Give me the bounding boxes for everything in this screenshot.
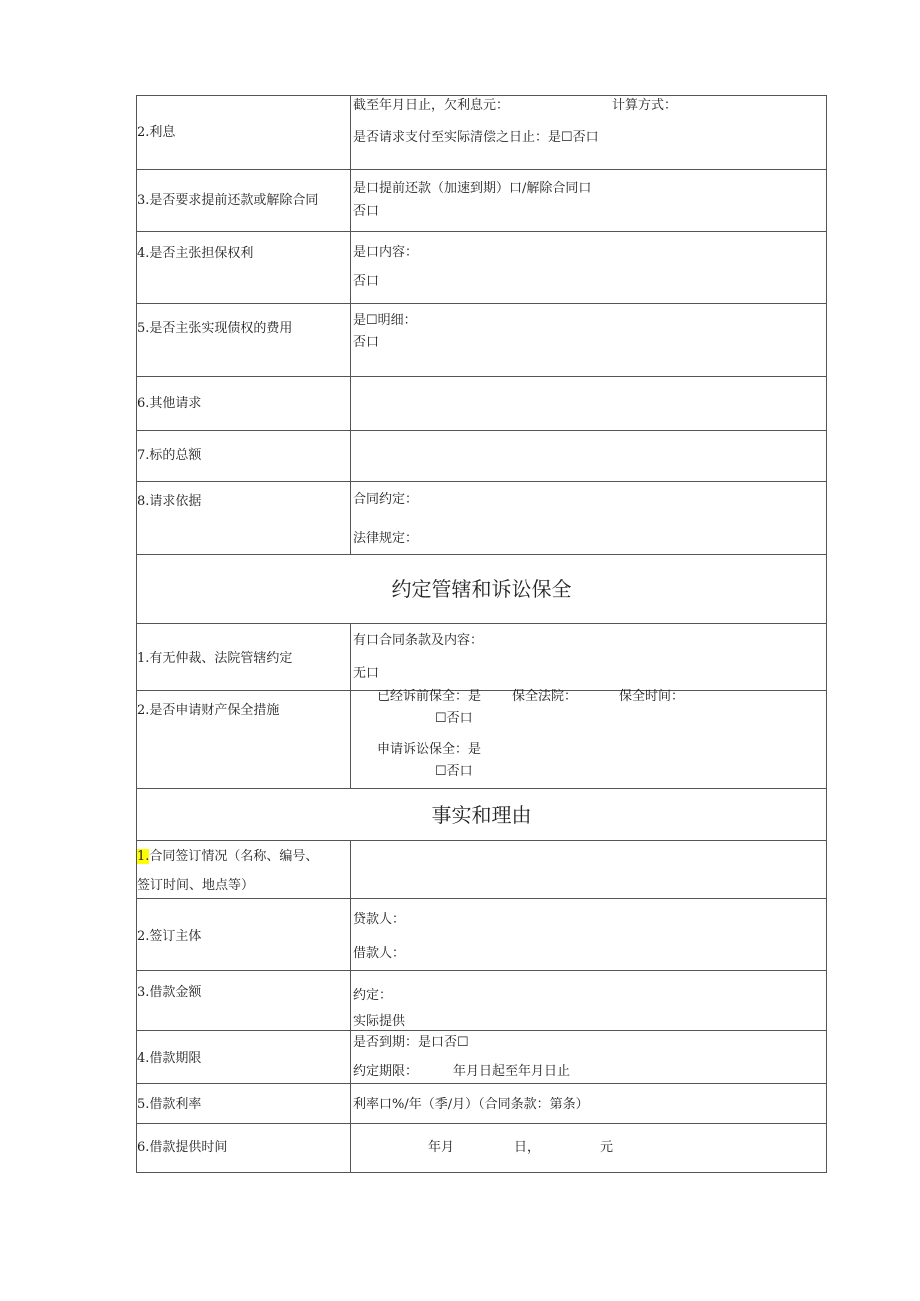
row-label-text: 合同签订情况（名称、编号、 <box>149 849 319 864</box>
row-label: 4.借款期限 <box>137 1051 202 1066</box>
row-arbitration <box>137 624 826 691</box>
calc-method-text: 计算方式： <box>612 98 678 113</box>
row-early-repayment <box>137 170 826 232</box>
row-property-preservation <box>137 691 826 789</box>
row-label: 2.利息 <box>137 125 176 140</box>
row-label-line2: 签订时间、地点等） <box>137 878 255 893</box>
interest-arrears-text: 截至年月日止，欠利息元： <box>353 98 510 113</box>
due-status-text: 是否到期：是口否☐ <box>353 1035 469 1050</box>
guarantee-no-text: 否口 <box>353 274 380 289</box>
row-request-basis <box>137 482 826 555</box>
section-title-jurisdiction: 约定管辖和诉讼保全 <box>137 555 826 624</box>
litigation-no-text: ☐否口 <box>435 764 473 779</box>
arbitration-no-text: 无口 <box>353 666 380 681</box>
row-label-cell <box>137 232 351 303</box>
row-label-cell <box>137 431 351 481</box>
row-label-cell <box>137 482 351 554</box>
row-label: 5.借款利率 <box>137 1097 202 1112</box>
row-guarantee <box>137 232 826 304</box>
pay-until-settled-text: 是否请求支付至实际清偿之日止：是☐否口 <box>353 130 599 145</box>
row-label: 6.其他请求 <box>137 396 202 411</box>
day-text: 日， <box>514 1140 541 1155</box>
pre-suit-no-text: ☐否口 <box>435 711 473 726</box>
row-loan-provide-time <box>137 1124 826 1172</box>
row-label: 3.借款金额 <box>137 985 202 1000</box>
costs-yes-text: 是☐明细： <box>353 313 417 328</box>
section-title-facts: 事实和理由 <box>137 789 826 841</box>
preservation-time-text: 保全时间： <box>619 689 685 704</box>
row-label-cell <box>137 1084 351 1123</box>
row-interest <box>137 96 826 170</box>
row-other-requests <box>137 377 826 431</box>
term-dates-text: 年月日起至年月日止 <box>453 1064 571 1079</box>
arbitration-yes-text: 有口合同条款及内容： <box>353 633 484 648</box>
interest-rate-text: 利率口%/年（季/月）（合同条款：第条） <box>353 1097 589 1112</box>
highlighted-number: 1. <box>137 849 150 864</box>
row-label-cell <box>137 1124 351 1172</box>
borrower-text: 借款人： <box>353 946 406 961</box>
agreed-term-text: 约定期限： <box>353 1064 419 1079</box>
row-label-cell <box>137 96 351 169</box>
row-label: 2.是否申请财产保全措施 <box>137 703 280 718</box>
row-contract-signing <box>137 841 826 899</box>
row-total-amount <box>137 431 826 482</box>
row-label-cell <box>137 624 351 690</box>
guarantee-yes-text: 是口内容： <box>353 245 419 260</box>
early-repay-yes-text: 是口提前还款（加速到期）口/解除合同口 <box>353 181 592 196</box>
costs-no-text: 否口 <box>353 335 380 350</box>
row-costs <box>137 304 826 377</box>
lender-text: 贷款人： <box>353 912 406 927</box>
row-label-cell <box>137 899 351 970</box>
early-repay-no-text: 否口 <box>353 204 380 219</box>
row-label: 3.是否要求提前还款或解除合同 <box>137 193 319 208</box>
row-label-cell <box>137 304 351 376</box>
row-signing-parties <box>137 899 826 971</box>
row-label: 7.标的总额 <box>137 448 202 463</box>
year-month-text: 年月 <box>428 1140 455 1155</box>
row-label: 4.是否主张担保权利 <box>137 246 254 261</box>
row-loan-rate <box>137 1084 826 1124</box>
pre-suit-preservation-text: 已经诉前保全：是 <box>377 689 482 704</box>
actual-provided-text: 实际提供 <box>353 1014 406 1029</box>
claim-form-table <box>136 95 827 1173</box>
agreed-amount-text: 约定： <box>353 988 393 1003</box>
row-label-cell <box>137 1031 351 1083</box>
row-loan-term <box>137 1031 826 1084</box>
row-label-cell <box>137 841 351 898</box>
row-label-cell <box>137 691 351 788</box>
row-label <box>137 849 318 865</box>
row-label: 6.借款提供时间 <box>137 1140 228 1155</box>
yuan-text: 元 <box>600 1140 614 1155</box>
row-label: 5.是否主张实现债权的费用 <box>137 321 293 336</box>
row-label: 1.有无仲裁、法院管辖约定 <box>137 651 293 666</box>
row-label-cell <box>137 971 351 1030</box>
legal-provision-text: 法律规定： <box>353 531 419 546</box>
row-label-cell <box>137 170 351 231</box>
preservation-court-text: 保全法院： <box>512 689 578 704</box>
row-label: 2.签订主体 <box>137 929 202 944</box>
contract-agreement-text: 合同约定： <box>353 492 419 507</box>
row-loan-amount <box>137 971 826 1031</box>
row-label-cell <box>137 377 351 430</box>
row-label: 8.请求依据 <box>137 494 202 509</box>
litigation-preservation-text: 申请诉讼保全：是 <box>377 742 482 757</box>
